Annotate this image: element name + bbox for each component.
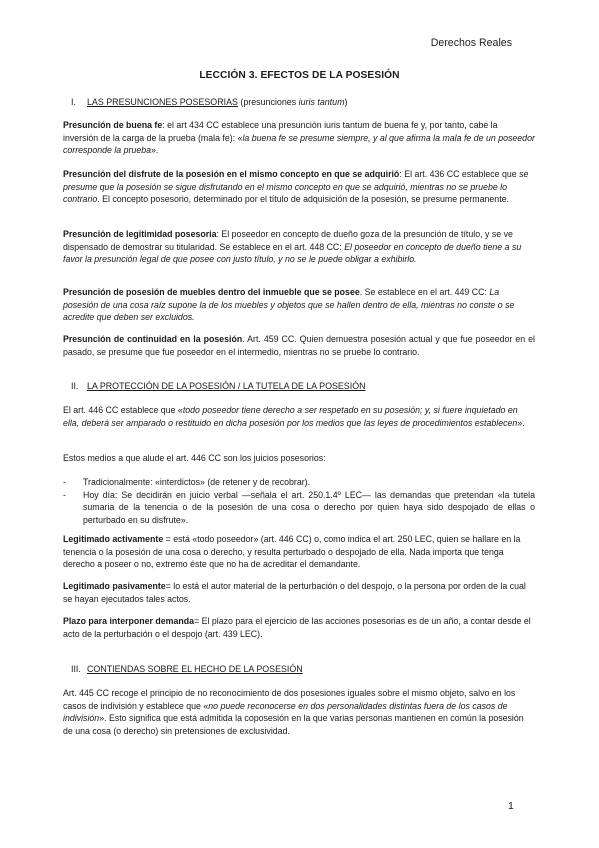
paragraph-heading: Plazo para interponer demanda <box>63 616 195 626</box>
paragraph-heading: Presunción de legitimidad posesoria <box>63 229 217 239</box>
paragraph-disfrute <box>63 168 535 206</box>
section-subtitle-italic: iuris tantum <box>298 97 345 107</box>
paragraph-quote: El poseedor en concepto de dueño tiene a su favor la presunción legal de que posee con justo título, y no se le puede obligar a exhibirlo. <box>63 241 522 265</box>
paragraph-heading: Legitimado activamente <box>63 534 164 544</box>
paragraph-medios: Estos medios a que alude el art. 446 CC son los juicios posesorios: <box>63 453 326 463</box>
section-heading-2 <box>71 380 366 392</box>
paragraph-text: ». <box>151 145 159 156</box>
paragraph-text: Art. 445 CC recoge el principio de no reconocimiento de dos posesiones iguales sobre el mismo objeto, salvo en los casos de indivisión y establece que « <box>63 688 516 711</box>
paragraph-heading: Presunción de posesión de muebles dentro del inmueble que se posee <box>63 287 360 297</box>
paragraph-art446 <box>63 404 535 429</box>
paragraph-continuidad <box>63 333 535 358</box>
paragraph-text: ». <box>517 417 525 428</box>
juicios-list <box>63 476 535 526</box>
list-item-text: Hoy día: Se decidirán en juicio verbal —señala el art. 250.1.4º LEC— las demandas que pretendan «la tutela sumaria de la tenencia o de la posesión de una cosa o derecho por quien haya sido despojado de ellas o perturbado en su disfrute». <box>83 489 535 525</box>
paragraph-text: = está «todo poseedor» (art. 446 CC) o, como indica el art. 250 LEC, quien se hallare en la tenencia o la posesión de una cosa o derecho, y resulta perturbado o despojado de ella. Nada importa que tenga derecho a poseer o no, extremo éste que no ha de acreditar el demandante. <box>63 534 521 570</box>
paragraph-text: = El plazo para el ejercicio de las acciones posesorias es de un año, a contar desde el acto de la perturbación o el despojo (art. 439 LEC). <box>63 616 531 639</box>
paragraph-quote: todo poseedor tiene derecho a ser respetado en su posesión; y, si fuere inquietado en ella, deberá ser amparado o restituido en dicha posesión por los medios que las leyes de procedimientos establecen <box>63 405 518 428</box>
paragraph-text: . El concepto posesorio, determinado por el título de adquisición de la posesión, se presume permanente. <box>97 194 509 205</box>
section-subtitle: (presunciones <box>237 97 299 107</box>
paragraph-art445 <box>63 687 535 737</box>
running-header: Derechos Reales <box>430 37 512 49</box>
paragraph-quote: no puede reconocerse en dos personalidades distintas fuera de los casos de indivisión <box>63 700 508 724</box>
paragraph-legitimado-activo <box>63 533 535 571</box>
list-item-text: Tradicionalmente: «interdictos» (de retener y de recobrar). <box>83 477 311 487</box>
paragraph-quote: la buena fe se presume siempre, y al que afirma la mala fe de un poseedor corresponde la prueba <box>63 132 535 156</box>
paragraph-muebles <box>63 286 535 324</box>
paragraph-text: . Se establece en el art. 449 CC: <box>359 287 490 297</box>
paragraph-heading: Presunción de buena fe <box>63 120 163 130</box>
section-number: II. <box>71 381 79 391</box>
list-dash: - <box>63 489 66 500</box>
section-heading-1 <box>71 96 347 108</box>
lesson-title: LECCIÓN 3. EFECTOS DE LA POSESIÓN <box>199 70 400 81</box>
paragraph-legitimidad <box>63 228 535 266</box>
section-title: LAS PRESUNCIONES POSESORIAS <box>87 97 238 107</box>
paragraph-quote: se presume que la posesión se sigue disfrutando en el mismo concepto en que se adquirió, mientras no se pruebe lo contrario <box>63 169 529 205</box>
section-number: I. <box>71 97 76 107</box>
paragraph-text: : El poseedor en concepto de dueño goza de la presunción de título, y se ve dispensado de demostrar su titularidad. Se establece en el art. 448 CC: <box>63 229 513 252</box>
section-title: LA PROTECCIÓN DE LA POSESIÓN / LA TUTELA DE LA POSESIÓN <box>87 381 366 391</box>
section-heading-3 <box>71 663 303 675</box>
section-subtitle-end: ) <box>344 97 348 107</box>
section-number: III. <box>71 664 81 674</box>
list-item <box>63 476 535 489</box>
paragraph-text: = lo está el autor material de la perturbación o del despojo, o la persona por orden de la cual se hayan ejecutados tales actos. <box>63 581 526 604</box>
paragraph-text: ». Esto significa que está admitida la coposesión en la que varias personas mantienen en común la posesión de una cosa (o derecho) sin pretensiones de exclusividad. <box>63 713 524 736</box>
paragraph-heading: Legitimado pasivamente <box>63 581 166 591</box>
paragraph-text: : el art 434 CC establece una presunción iuris tantum de buena fe y, por tanto, cabe la inversión de la carga de la prueba (mala fe): « <box>63 120 498 143</box>
section-title: CONTIENDAS SOBRE EL HECHO DE LA POSESIÓN <box>87 664 303 674</box>
paragraph-text: : El art. 436 CC establece que <box>399 169 520 179</box>
paragraph-text: . Art. 459 CC. Quien demuestra posesión actual y que fue poseedor en el pasado, se presume que fue poseedor en el intermedio, mientras no se pruebe lo contrario. <box>63 334 535 357</box>
paragraph-buena-fe <box>63 119 535 157</box>
paragraph-heading: Presunción de continuidad en la posesión <box>63 334 243 344</box>
paragraph-quote: La posesión de una cosa raíz supone la de los muebles y objetos que se hallen dentro de ella, mientras no conste o se acredite que deben ser excluidos. <box>63 287 515 323</box>
paragraph-text: El art. 446 CC establece que « <box>63 405 183 415</box>
paragraph-legitimado-pasivo <box>63 580 535 605</box>
list-item <box>63 489 535 527</box>
list-dash: - <box>63 477 66 487</box>
paragraph-plazo <box>63 615 535 640</box>
page-number: 1 <box>508 800 514 812</box>
paragraph-heading: Presunción del disfrute de la posesión en el mismo concepto en que se adquirió <box>63 169 400 179</box>
